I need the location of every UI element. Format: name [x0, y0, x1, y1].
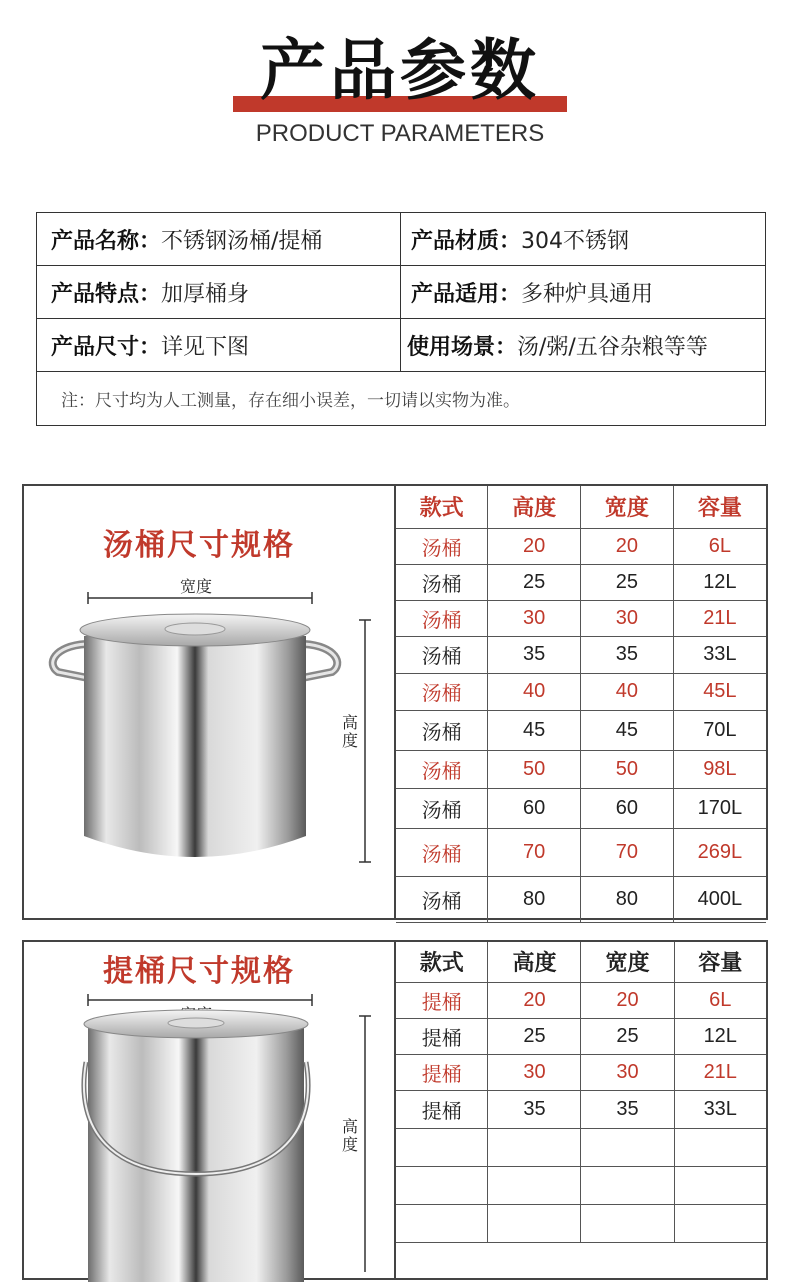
table-cell: 20 — [488, 982, 581, 1018]
table-cell: 30 — [488, 600, 581, 636]
table-cell: 170L — [673, 788, 766, 828]
bucket-spec-panel — [22, 940, 768, 1280]
bucket-image-pane — [24, 942, 396, 1278]
width-label: 宽度 — [180, 577, 213, 596]
table-cell: 汤桶 — [396, 750, 488, 788]
table-cell: 12L — [674, 1018, 766, 1054]
page-title: 产品参数 — [260, 32, 540, 109]
table-cell: 35 — [581, 1090, 674, 1128]
column-header: 款式 — [396, 486, 488, 528]
column-header: 高度 — [488, 486, 581, 528]
table-row — [396, 710, 766, 750]
table-row — [396, 828, 766, 876]
table-cell: 98L — [673, 750, 766, 788]
table-cell: 12L — [673, 564, 766, 600]
bucket-size-table — [396, 942, 766, 1243]
table-row — [396, 564, 766, 600]
table-row — [396, 876, 766, 922]
param-row — [37, 213, 765, 266]
table-cell: 汤桶 — [396, 600, 488, 636]
table-cell: 提桶 — [396, 982, 488, 1018]
table-cell: 50 — [488, 750, 581, 788]
table-cell: 6L — [673, 528, 766, 564]
table-cell: 70L — [673, 710, 766, 750]
table-header-row — [396, 942, 766, 982]
table-cell: 汤桶 — [396, 828, 488, 876]
table-cell: 汤桶 — [396, 788, 488, 828]
height-label: 高度 — [342, 1117, 359, 1154]
param-value: 详见下图 — [161, 334, 250, 360]
table-cell: 提桶 — [396, 1054, 488, 1090]
table-row — [396, 982, 766, 1018]
param-row — [37, 319, 765, 372]
param-label: 产品适用： — [411, 281, 522, 307]
table-cell: 400L — [673, 876, 766, 922]
table-row — [396, 673, 766, 710]
table-cell: 21L — [674, 1054, 766, 1090]
soup-size-table — [396, 486, 766, 923]
table-cell: 30 — [581, 1054, 674, 1090]
table-cell: 20 — [581, 982, 674, 1018]
param-label: 产品尺寸： — [51, 334, 162, 360]
table-cell: 21L — [673, 600, 766, 636]
table-row — [396, 1090, 766, 1128]
column-header: 容量 — [674, 942, 766, 982]
empty-row — [396, 1204, 766, 1242]
table-cell: 25 — [488, 564, 581, 600]
parameters-table — [36, 212, 766, 426]
table-row — [396, 750, 766, 788]
table-cell: 80 — [488, 876, 581, 922]
bucket-illustration — [24, 942, 396, 1282]
table-row — [396, 1054, 766, 1090]
table-cell: 25 — [581, 564, 674, 600]
soup-pot-image-pane — [24, 486, 396, 918]
table-row — [396, 788, 766, 828]
table-cell: 33L — [674, 1090, 766, 1128]
soup-pot-illustration — [24, 486, 396, 922]
table-cell: 40 — [581, 673, 674, 710]
page-header — [0, 30, 800, 150]
table-cell: 25 — [581, 1018, 674, 1054]
table-row — [396, 1018, 766, 1054]
param-value: 汤/粥/五谷杂粮等等 — [517, 334, 708, 360]
table-cell: 汤桶 — [396, 564, 488, 600]
table-cell: 40 — [488, 673, 581, 710]
table-cell: 汤桶 — [396, 636, 488, 673]
table-cell: 33L — [673, 636, 766, 673]
table-cell: 汤桶 — [396, 710, 488, 750]
empty-row — [396, 1166, 766, 1204]
param-label: 使用场景： — [407, 334, 518, 360]
table-row — [396, 636, 766, 673]
table-cell: 30 — [581, 600, 674, 636]
column-header: 容量 — [673, 486, 766, 528]
height-label: 高度 — [342, 713, 359, 750]
table-cell: 35 — [581, 636, 674, 673]
empty-row — [396, 1128, 766, 1166]
param-value: 304不锈钢 — [521, 228, 630, 254]
table-cell: 提桶 — [396, 1090, 488, 1128]
table-cell: 70 — [581, 828, 674, 876]
table-cell: 45 — [488, 710, 581, 750]
param-label: 产品特点： — [51, 281, 162, 307]
table-cell: 20 — [488, 528, 581, 564]
table-cell: 45L — [673, 673, 766, 710]
table-cell: 60 — [581, 788, 674, 828]
table-cell: 汤桶 — [396, 673, 488, 710]
table-cell: 汤桶 — [396, 876, 488, 922]
bucket-spec-title: 提桶尺寸规格 — [103, 954, 295, 989]
column-header: 宽度 — [581, 942, 674, 982]
soup-pot-spec-panel — [22, 484, 768, 920]
param-row — [37, 266, 765, 319]
table-cell: 20 — [581, 528, 674, 564]
table-cell: 6L — [674, 982, 766, 1018]
table-cell: 50 — [581, 750, 674, 788]
table-cell: 汤桶 — [396, 528, 488, 564]
table-cell: 80 — [581, 876, 674, 922]
table-header-row — [396, 486, 766, 528]
measurement-note: 注：尺寸均为人工测量，存在细小误差，一切请以实物为准。 — [61, 391, 520, 411]
table-row — [396, 528, 766, 564]
table-cell: 60 — [488, 788, 581, 828]
param-label: 产品材质： — [411, 228, 522, 254]
column-header: 款式 — [396, 942, 488, 982]
table-cell: 269L — [673, 828, 766, 876]
param-value: 加厚桶身 — [161, 281, 250, 307]
page-subtitle: PRODUCT PARAMETERS — [255, 120, 545, 147]
table-row — [396, 600, 766, 636]
table-cell: 35 — [488, 636, 581, 673]
table-cell: 提桶 — [396, 1018, 488, 1054]
table-cell: 30 — [488, 1054, 581, 1090]
param-value: 不锈钢汤桶/提桶 — [161, 228, 323, 254]
param-value: 多种炉具通用 — [521, 281, 654, 307]
soup-spec-title: 汤桶尺寸规格 — [103, 528, 295, 563]
table-cell: 35 — [488, 1090, 581, 1128]
table-cell: 25 — [488, 1018, 581, 1054]
param-label: 产品名称： — [51, 228, 162, 254]
column-header: 宽度 — [581, 486, 674, 528]
table-cell: 70 — [488, 828, 581, 876]
column-header: 高度 — [488, 942, 581, 982]
table-cell: 45 — [581, 710, 674, 750]
